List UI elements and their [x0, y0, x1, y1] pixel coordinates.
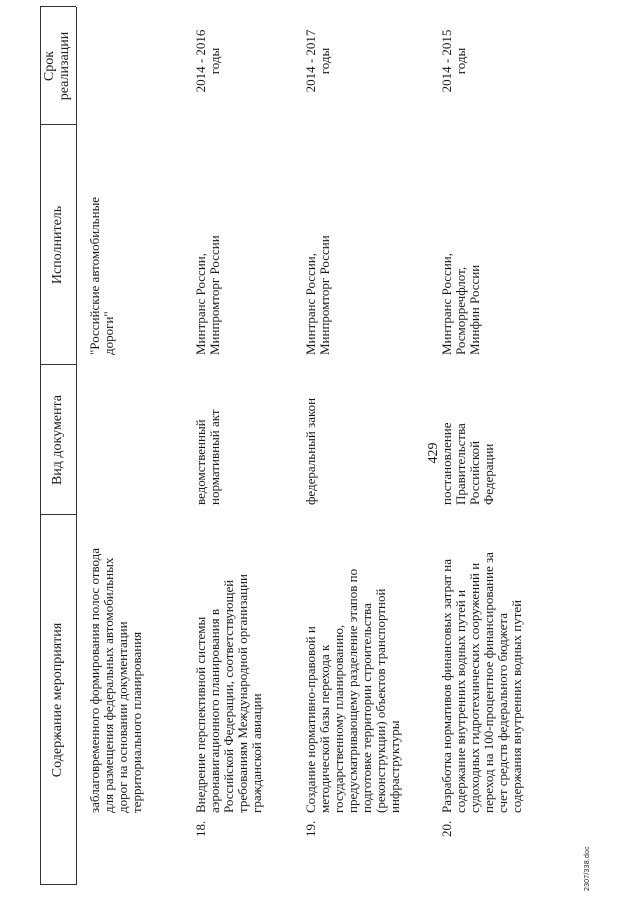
row-continuation-executor: "Российские автомобильные дороги"	[87, 196, 116, 355]
row-19-term: 2014 - 2017 годы	[303, 29, 332, 93]
row-18-content: Внедрение перспективной системы аэронавигационного планирования в Российской Федерации, соответствующей требованиям Международной организации гражданской авиации	[193, 573, 264, 813]
row-18-doc-type: ведомственный нормативный акт	[193, 409, 222, 505]
row-19-doc-type: федеральный закон	[303, 397, 318, 505]
document-code: 2307/338.doc	[584, 846, 591, 891]
header-doc-type: Вид документа	[50, 394, 65, 486]
row-20-term: 2014 - 2015 годы	[439, 29, 468, 93]
measures-table	[40, 7, 587, 885]
header-executor: Исполнитель	[50, 205, 65, 285]
row-19-content: Создание нормативно-правовой и методической базы перехода к государственному планированию, предусматривающему разделение этапов по подготовке территории строительства (реконструкции) объектов транспортной инфраструктуры	[303, 568, 402, 813]
table-top-border	[40, 7, 41, 885]
row-20-executor: Минтранс России, Росморречфлот, Минфин России	[439, 253, 482, 355]
row-20-doc-type: постановление Правительства Российской Федерации	[439, 422, 496, 505]
row-18-term: 2014 - 2016 годы	[193, 29, 222, 93]
page-number: 429	[426, 442, 441, 464]
header-content: Содержание мероприятия	[50, 622, 65, 778]
row-20-number: 20.	[439, 820, 454, 837]
row-19-executor: Минтранс России, Минпромторг России	[303, 235, 332, 355]
row-continuation-content: заблаговременного формирования полос отвода для размещения федеральных автомобильных дорог на основании документации территориального планирования	[87, 547, 144, 813]
row-18-number: 18.	[193, 820, 208, 837]
header-term: Срок реализации	[42, 31, 72, 101]
row-18-executor: Минтранс России, Минпромторг России	[193, 235, 222, 355]
row-20-content: Разработка нормативов финансовых затрат на содержание внутренних водных путей и судоходных гидротехнических сооружений и переход на 100-процентное финансирование за счет средств федерального бюджета содержания внутренних водных путей	[439, 552, 524, 813]
header-separator	[76, 7, 77, 885]
row-19-number: 19.	[303, 820, 318, 837]
